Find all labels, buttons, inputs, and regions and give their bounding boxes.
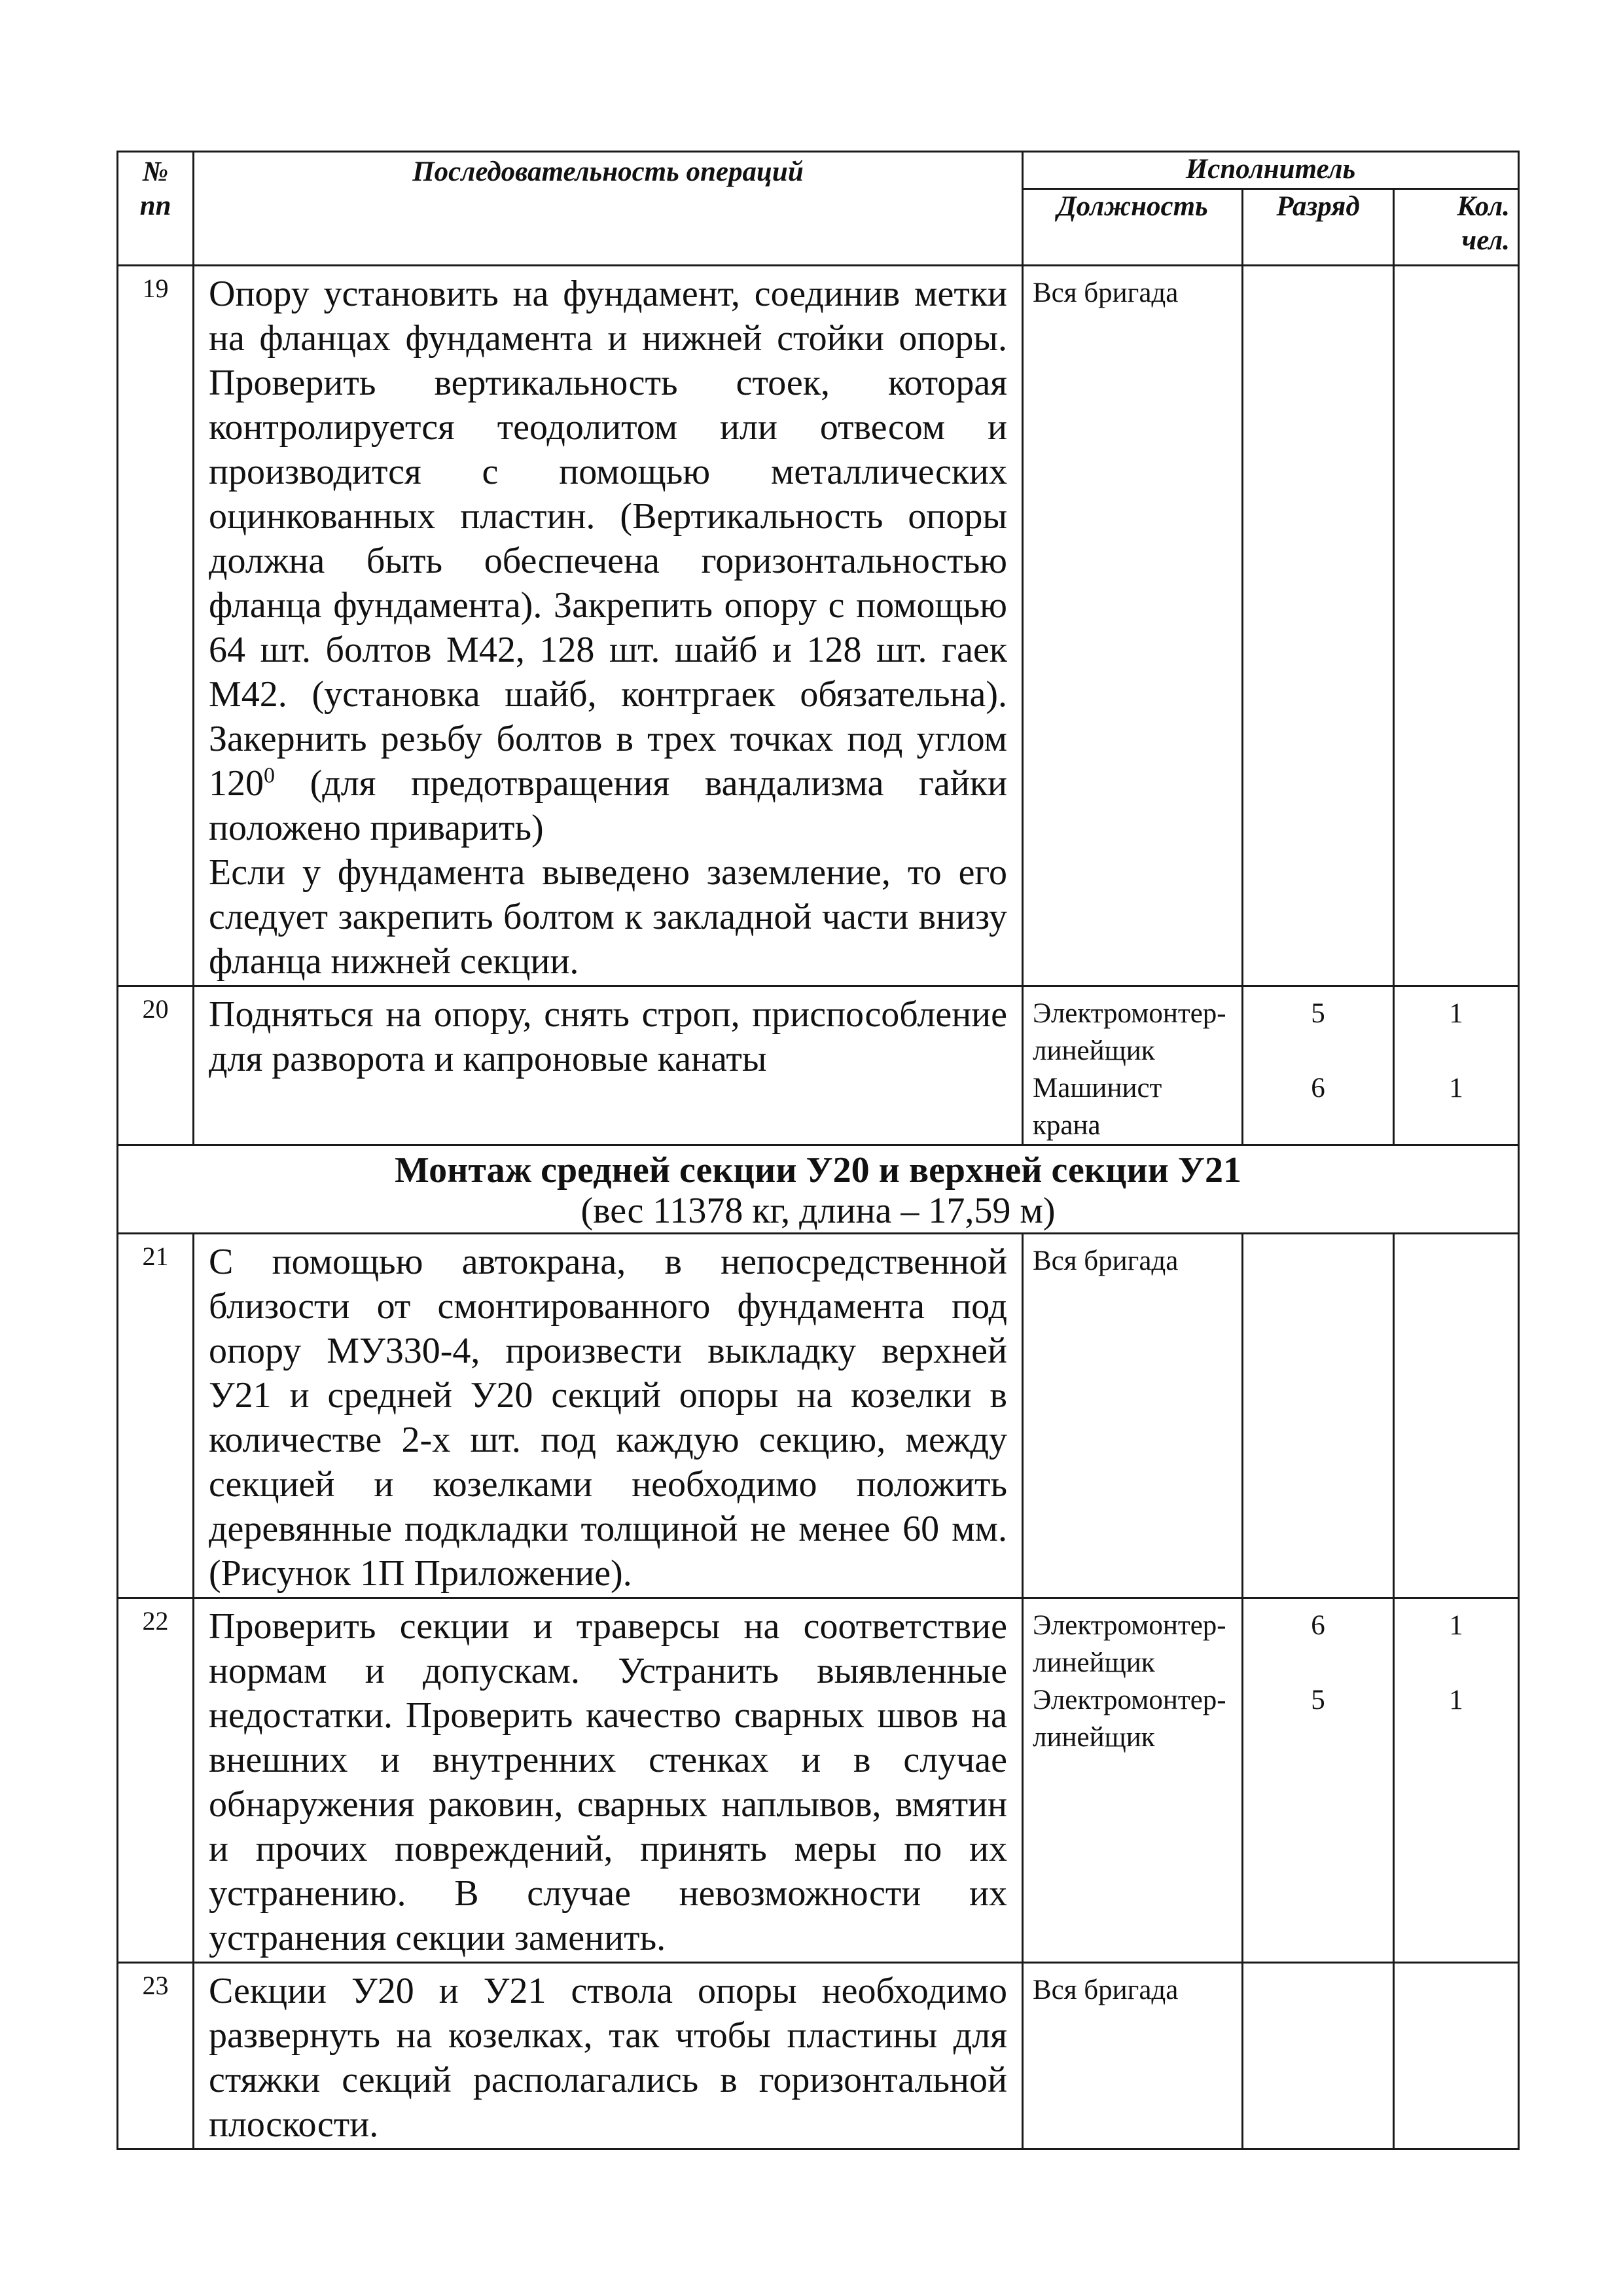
operation-text: С помощью автокрана, в непосредственной близости от смонтированного фундамента под опору МУ330-4, произвести выкладку верхней У21 и средней У20 секций опоры на козелки в количестве 2-х шт. под каждую секцию, между секцией и козелками необходимо положить деревянные подкладки толщиной не менее 60 мм. (Рисунок 1П Приложение). [194, 1234, 1023, 1598]
grade-value: 5 [1311, 1685, 1325, 1715]
header-executor: Исполнитель [1023, 152, 1519, 189]
section-subtitle: (вес 11378 кг, длина – 17,59 м) [580, 1191, 1056, 1231]
section-heading [118, 1145, 1519, 1234]
operation-text: Секции У20 и У21 ствола опоры необходимо развернуть на козелках, так чтобы пластины для стяжки секций располагались в горизонтальной плоскости. [194, 1963, 1023, 2149]
executor-position-item: Машинист крана [1033, 1073, 1162, 1141]
operation-text: Подняться на опору, снять строп, приспособление для разворота и капроновые канаты [194, 986, 1023, 1145]
executor-count [1394, 986, 1519, 1145]
header-num: № пп [118, 152, 194, 266]
header-grade: Разряд [1243, 189, 1394, 266]
grade-value: 6 [1311, 1073, 1325, 1103]
row-number: 22 [118, 1598, 194, 1963]
grade-value: 5 [1311, 998, 1325, 1029]
row-number: 23 [118, 1963, 194, 2149]
count-value: 1 [1449, 1610, 1463, 1641]
header-position: Должность [1023, 189, 1243, 266]
count-value: 1 [1449, 1073, 1463, 1103]
row-number: 20 [118, 986, 194, 1145]
section-title: Монтаж средней секции У20 и верхней секции У21 [395, 1150, 1242, 1191]
executor-count [1394, 1234, 1519, 1598]
operation-text [194, 266, 1023, 986]
header-count: Кол. чел. [1394, 189, 1519, 266]
executor-grade [1243, 1234, 1394, 1598]
operations-table [116, 151, 1520, 2150]
executor-position: Вся бригада [1023, 266, 1243, 986]
table-row [118, 1234, 1519, 1598]
executor-count [1394, 1598, 1519, 1963]
header-operations: Последовательность операций [194, 152, 1023, 266]
operation-text: Проверить секции и траверсы на соответствие нормам и допускам. Устранить выявленные недостатки. Проверить качество сварных швов на внешних и внутренних стенках и в случае обнаружения раковин, сварных наплывов, вмятин и прочих повреждений, принять меры по их устранению. В случае невозможности их устранения секции заменить. [194, 1598, 1023, 1963]
executor-position: Вся бригада [1023, 1963, 1243, 2149]
count-value: 1 [1449, 1685, 1463, 1715]
operation-text-part: Опору установить на фундамент, соединив метки на фланцах фундамента и нижней стойки опоры. Проверить вертикальность стоек, которая контролируется теодолитом или отвесом и производится с помощью металлических оцинкованных пластин. (Вертикальность опоры должна быть обеспечена горизонтальностью фланца фундамента). Закрепить опору с помощью 64 шт. болтов М42, 128 шт. шайб и 128 шт. гаек М42. (установка шайб, контргаек обязательна). Закернить резьбу болтов в трех точках под углом 120 [209, 274, 1007, 804]
table-row [118, 266, 1519, 986]
executor-grade [1243, 1598, 1394, 1963]
executor-count [1394, 266, 1519, 986]
executor-position [1023, 1598, 1243, 1963]
count-value: 1 [1449, 998, 1463, 1029]
operation-text-part: (для предотвращения вандализма гайки положено приварить) [209, 763, 1007, 848]
executor-grade [1243, 266, 1394, 986]
row-number: 19 [118, 266, 194, 986]
operation-text-note: Если у фундамента выведено заземление, то его следует закрепить болтом к закладной части внизу фланца нижней секции. [209, 852, 1007, 982]
executor-position-item: Электромонтер-линейщик [1033, 1610, 1226, 1678]
executor-position-item: Электромонтер-линейщик [1033, 998, 1226, 1066]
table-row [118, 1963, 1519, 2149]
row-number: 21 [118, 1234, 194, 1598]
degree-superscript: 0 [264, 763, 275, 788]
executor-position [1023, 986, 1243, 1145]
grade-value: 6 [1311, 1610, 1325, 1641]
table-row [118, 986, 1519, 1145]
executor-grade [1243, 986, 1394, 1145]
executor-position-item: Электромонтер-линейщик [1033, 1685, 1226, 1753]
executor-grade [1243, 1963, 1394, 2149]
header-row-1 [118, 152, 1519, 189]
executor-count [1394, 1963, 1519, 2149]
section-row [118, 1145, 1519, 1234]
executor-position: Вся бригада [1023, 1234, 1243, 1598]
table-row [118, 1598, 1519, 1963]
